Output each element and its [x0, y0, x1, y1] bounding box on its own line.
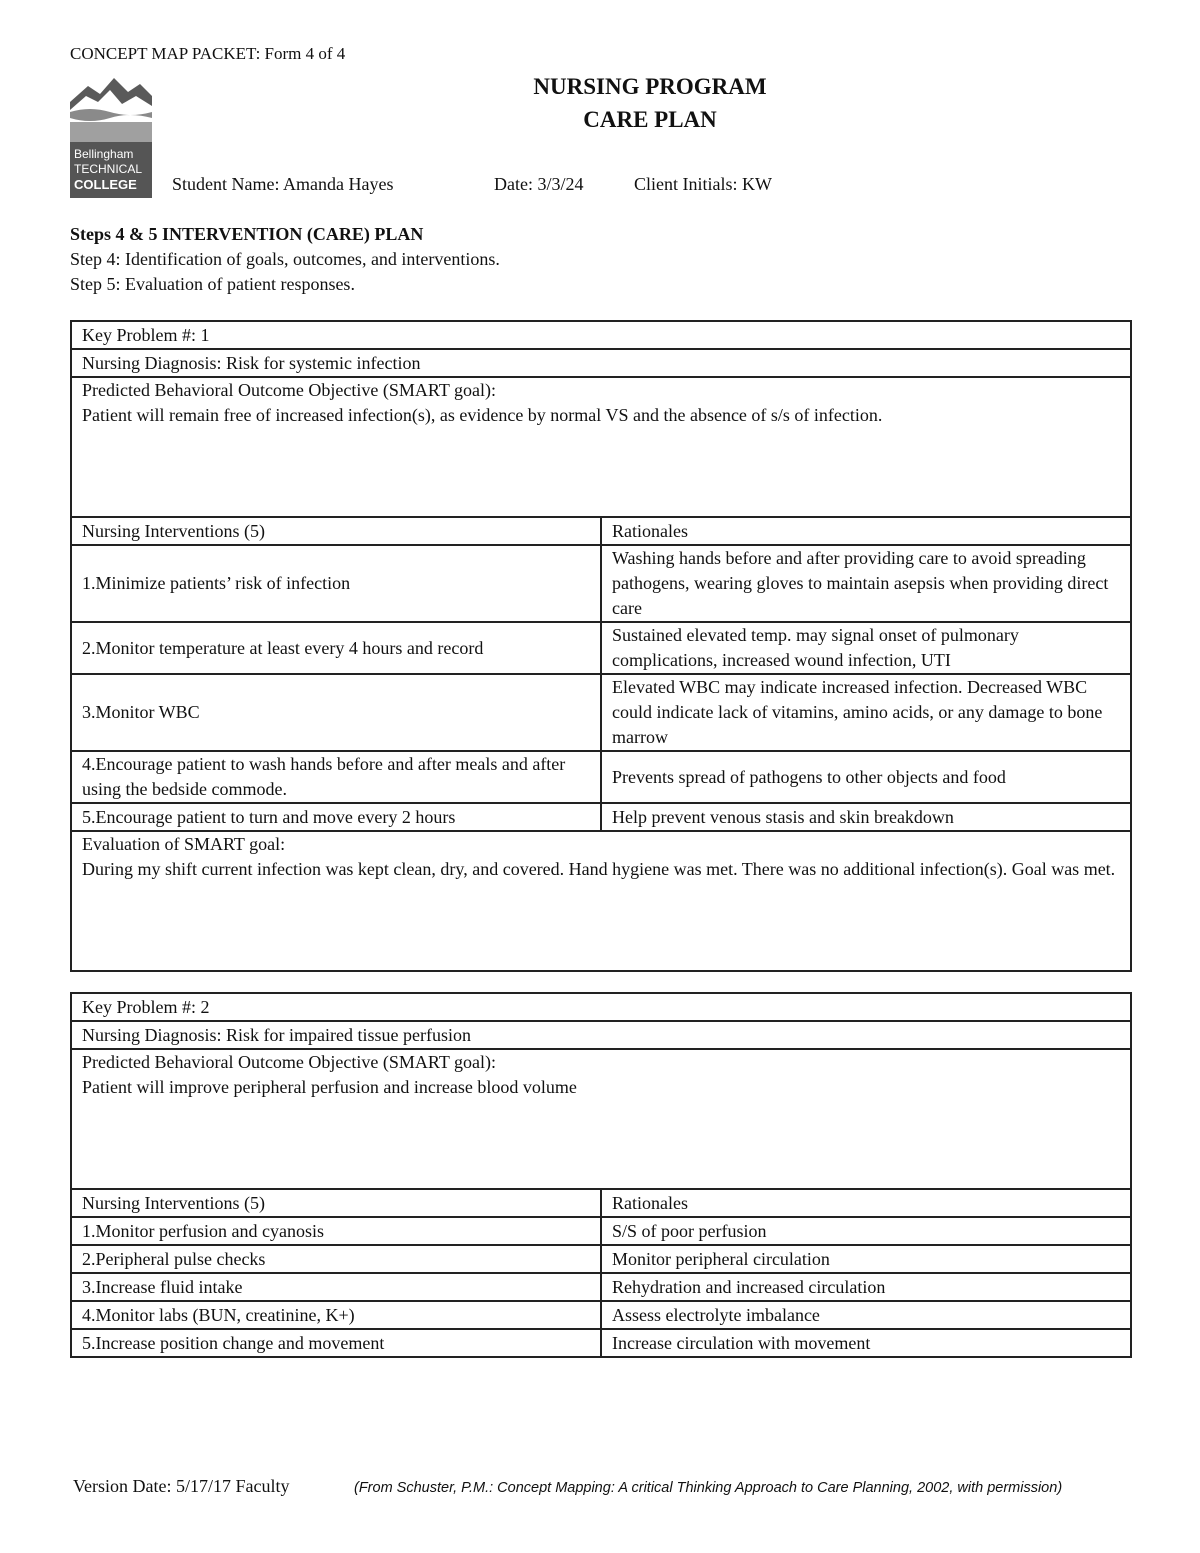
- student-name: Student Name: Amanda Hayes: [172, 174, 394, 194]
- table-row: [71, 1245, 1131, 1273]
- table-row: [71, 1273, 1131, 1301]
- rationale-cell: Sustained elevated temp. may signal onset of pulmonary complications, increased wound infection, UTI: [601, 622, 1131, 674]
- logo-text-line2: TECHNICAL: [74, 162, 143, 176]
- form-identifier: CONCEPT MAP PACKET: Form 4 of 4: [70, 44, 346, 63]
- intervention-cell: 4.Monitor labs (BUN, creatinine, K+): [71, 1301, 601, 1329]
- evaluation-text: During my shift current infection was kept clean, dry, and covered. Hand hygiene was met. There was no additional infection(s). Goal was met.: [82, 859, 1116, 879]
- citation: (From Schuster, P.M.: Concept Mapping: A critical Thinking Approach to Care Planning, 2002, with permission): [354, 1480, 1063, 1496]
- logo-text-line1: Bellingham: [74, 147, 134, 161]
- intervention-cell: 3.Increase fluid intake: [71, 1273, 601, 1301]
- table-row: [71, 1329, 1131, 1357]
- rationale-cell: Assess electrolyte imbalance: [601, 1301, 1131, 1329]
- smart-goal-label: Predicted Behavioral Outcome Objective (SMART goal):: [82, 1052, 496, 1072]
- col-header-interventions: Nursing Interventions (5): [71, 517, 601, 545]
- intervention-cell: 2.Monitor temperature at least every 4 hours and record: [71, 622, 601, 674]
- steps-section: [70, 222, 500, 297]
- step5-text: Step 5: Evaluation of patient responses.: [70, 274, 355, 294]
- version-date: Version Date: 5/17/17 Faculty: [73, 1476, 290, 1496]
- table-row: [71, 803, 1131, 831]
- table-row: [71, 1217, 1131, 1245]
- intervention-cell: 4.Encourage patient to wash hands before and after meals and after using the bedside commode.: [71, 751, 601, 803]
- rationale-cell: Prevents spread of pathogens to other objects and food: [601, 751, 1131, 803]
- intervention-cell: 1.Monitor perfusion and cyanosis: [71, 1217, 601, 1245]
- date-field: Date: 3/3/24: [494, 174, 584, 194]
- col-header-rationales: Rationales: [601, 517, 1131, 545]
- key-problem-label: Key Problem #: 1: [71, 321, 1131, 349]
- table-row: [71, 1301, 1131, 1329]
- evaluation-label: Evaluation of SMART goal:: [82, 834, 286, 854]
- nursing-diagnosis: Nursing Diagnosis: Risk for impaired tissue perfusion: [71, 1021, 1131, 1049]
- smart-goal-text: Patient will remain free of increased infection(s), as evidence by normal VS and the absence of s/s of infection.: [82, 405, 883, 425]
- intervention-cell: 3.Monitor WBC: [71, 674, 601, 751]
- table-row: [71, 622, 1131, 674]
- col-header-rationales: Rationales: [601, 1189, 1131, 1217]
- intervention-cell: 5.Encourage patient to turn and move every 2 hours: [71, 803, 601, 831]
- program-title: NURSING PROGRAM: [533, 74, 767, 99]
- steps-heading: Steps 4 & 5 INTERVENTION (CARE) PLAN: [70, 224, 424, 244]
- intervention-cell: 5.Increase position change and movement: [71, 1329, 601, 1357]
- rationale-cell: Help prevent venous stasis and skin breakdown: [601, 803, 1131, 831]
- step4-text: Step 4: Identification of goals, outcomes, and interventions.: [70, 249, 500, 269]
- logo-text-line3: COLLEGE: [74, 177, 137, 192]
- rationale-cell: Increase circulation with movement: [601, 1329, 1131, 1357]
- table-row: [71, 545, 1131, 622]
- rationale-cell: S/S of poor perfusion: [601, 1217, 1131, 1245]
- rationale-cell: Rehydration and increased circulation: [601, 1273, 1131, 1301]
- smart-goal-label: Predicted Behavioral Outcome Objective (SMART goal):: [82, 380, 496, 400]
- nursing-diagnosis: Nursing Diagnosis: Risk for systemic infection: [71, 349, 1131, 377]
- smart-goal-text: Patient will improve peripheral perfusion and increase blood volume: [82, 1077, 577, 1097]
- evaluation-cell: [71, 831, 1131, 971]
- rationale-cell: Monitor peripheral circulation: [601, 1245, 1131, 1273]
- intervention-cell: 2.Peripheral pulse checks: [71, 1245, 601, 1273]
- table-row: [71, 751, 1131, 803]
- document-title: CARE PLAN: [583, 107, 717, 132]
- table-row: [71, 674, 1131, 751]
- smart-goal-cell: [71, 377, 1131, 517]
- smart-goal-cell: [71, 1049, 1131, 1189]
- rationale-cell: Washing hands before and after providing care to avoid spreading pathogens, wearing gloves to maintain asepsis when providing direct care: [601, 545, 1131, 622]
- college-logo: [70, 72, 152, 198]
- care-plan-table-1: [70, 320, 1132, 972]
- intervention-cell: 1.Minimize patients’ risk of infection: [71, 545, 601, 622]
- care-plan-table-2: [70, 992, 1132, 1358]
- client-initials: Client Initials: KW: [634, 174, 772, 194]
- key-problem-label: Key Problem #: 2: [71, 993, 1131, 1021]
- rationale-cell: Elevated WBC may indicate increased infection. Decreased WBC could indicate lack of vitamins, amino acids, or any damage to bone marrow: [601, 674, 1131, 751]
- col-header-interventions: Nursing Interventions (5): [71, 1189, 601, 1217]
